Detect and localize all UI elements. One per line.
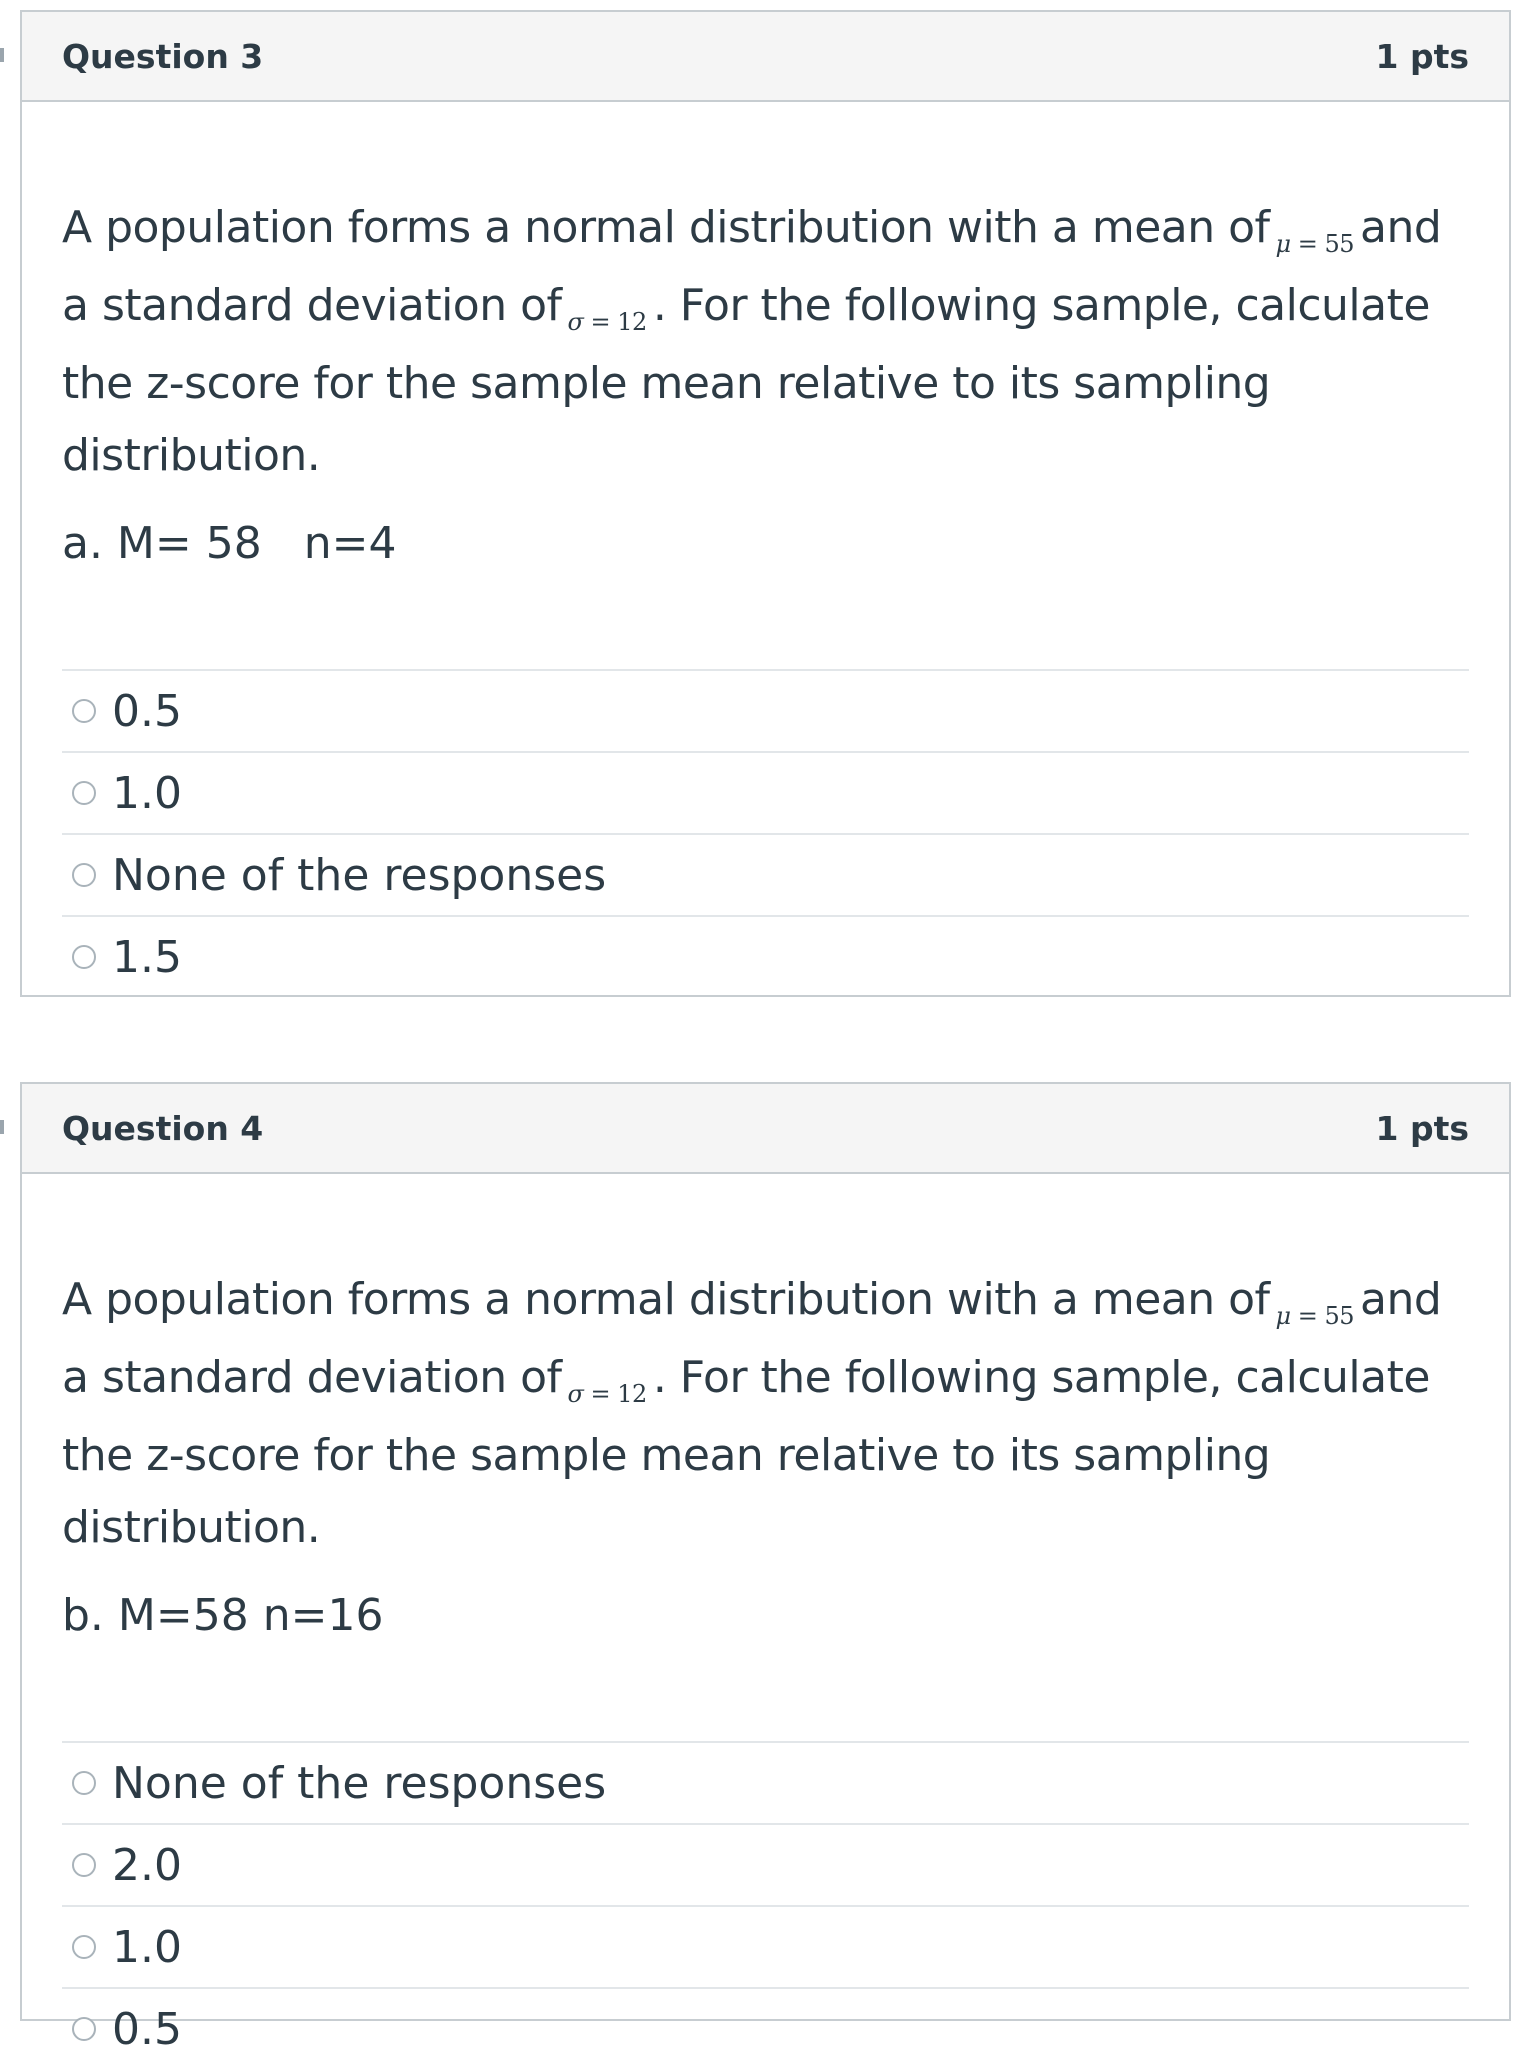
mu-symbol: μ <box>1275 1302 1291 1330</box>
answer-label: 1.0 <box>112 1921 182 1973</box>
question-text-part2: and a standard deviation of <box>62 1274 1442 1403</box>
question-part: b. M=58 n=16 <box>62 1590 384 1641</box>
radio-button[interactable] <box>72 1853 96 1877</box>
question-text-part3: . For the following sample, calculate the z-score for the sample mean relative to its sampling distribution. <box>62 280 1430 481</box>
sigma-value: = 12 <box>583 308 647 336</box>
radio-button[interactable] <box>72 781 96 805</box>
answer-option[interactable] <box>62 1987 1469 2069</box>
question-points: 1 pts <box>1375 36 1469 76</box>
question-part: a. M= 58 n=4 <box>62 518 397 569</box>
question-body <box>22 1174 1509 2069</box>
answer-label: 0.5 <box>112 685 182 737</box>
answer-option[interactable] <box>62 1905 1469 1987</box>
sigma-symbol: σ <box>567 1380 584 1408</box>
question-text <box>62 1264 1469 1564</box>
radio-button[interactable] <box>72 863 96 887</box>
question-card-3 <box>20 10 1511 997</box>
mu-value: = 55 <box>1290 1302 1355 1330</box>
mean-formula <box>1276 1302 1355 1330</box>
answer-label: None of the responses <box>112 849 607 901</box>
answer-option[interactable] <box>62 1823 1469 1905</box>
sd-formula <box>568 1380 647 1408</box>
sigma-value: = 12 <box>583 1380 647 1408</box>
left-edge-marker <box>0 48 4 62</box>
answer-label: 0.5 <box>112 2003 182 2055</box>
question-header <box>22 1084 1509 1174</box>
question-text-part2: and a standard deviation of <box>62 202 1442 331</box>
radio-button[interactable] <box>72 2017 96 2041</box>
left-edge-marker <box>0 1120 4 1134</box>
question-title: Question 3 <box>62 36 264 76</box>
question-text-part3: . For the following sample, calculate the z-score for the sample mean relative to its sampling distribution. <box>62 1352 1430 1553</box>
question-card-4 <box>20 1082 1511 2055</box>
question-text-part1: A population forms a normal distribution with a mean of <box>62 202 1270 253</box>
answer-option[interactable] <box>62 669 1469 751</box>
mu-value: = 55 <box>1290 230 1355 258</box>
answer-option[interactable] <box>62 833 1469 915</box>
mu-symbol: μ <box>1275 230 1291 258</box>
radio-button[interactable] <box>72 945 96 969</box>
question-text <box>62 192 1469 492</box>
question-points: 1 pts <box>1375 1108 1469 1148</box>
answer-option[interactable] <box>62 751 1469 833</box>
radio-button[interactable] <box>72 1935 96 1959</box>
answer-label: 1.5 <box>112 931 182 983</box>
answer-option[interactable] <box>62 1741 1469 1823</box>
question-text-part1: A population forms a normal distribution with a mean of <box>62 1274 1270 1325</box>
mean-formula <box>1276 230 1355 258</box>
question-title: Question 4 <box>62 1108 264 1148</box>
sd-formula <box>568 308 647 336</box>
answer-label: None of the responses <box>112 1757 607 1809</box>
answer-label: 2.0 <box>112 1839 182 1891</box>
question-header <box>22 12 1509 102</box>
answer-option[interactable] <box>62 915 1469 997</box>
answer-list <box>62 669 1469 997</box>
radio-button[interactable] <box>72 1771 96 1795</box>
answer-list <box>62 1741 1469 2069</box>
answer-label: 1.0 <box>112 767 182 819</box>
question-body <box>22 102 1509 997</box>
radio-button[interactable] <box>72 699 96 723</box>
sigma-symbol: σ <box>567 308 584 336</box>
